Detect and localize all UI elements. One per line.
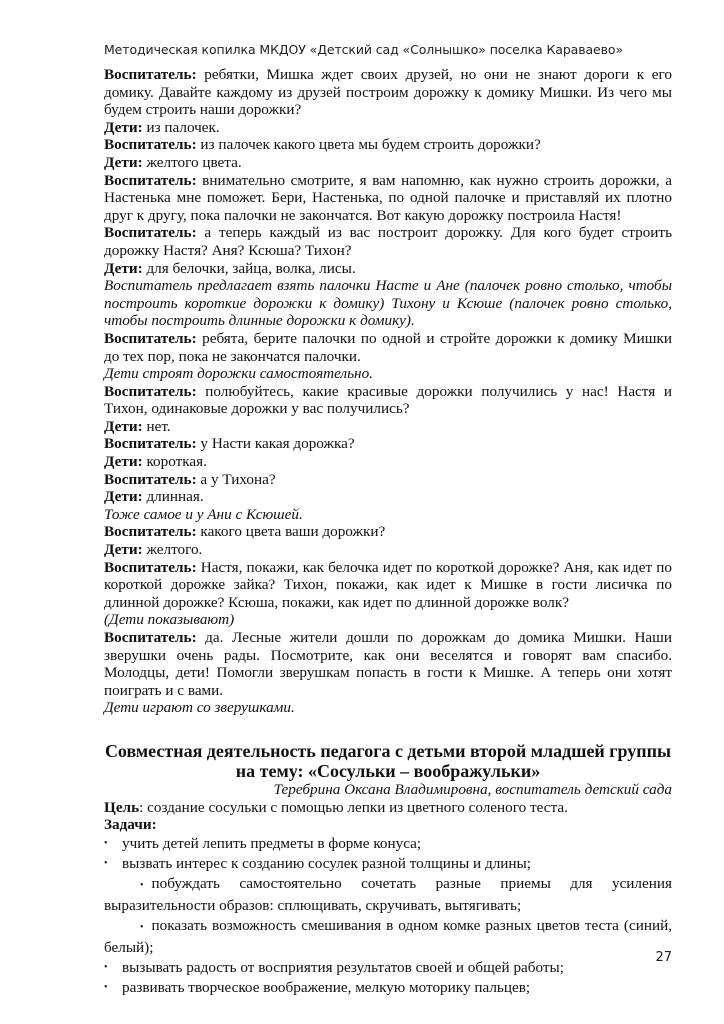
speech-text: ребятки, Мишка ждет своих друзей, но они не знают дороги к его домику. Давайте каждому из друзей построим дорожку к домику Мишки. Из чего мы будем строить наши дорожки? xyxy=(104,66,672,119)
bullet-icon: • xyxy=(104,981,108,993)
speech-text: нет. xyxy=(142,417,171,435)
speaker-label: Дети: xyxy=(104,259,143,277)
speaker-label: Воспитатель: xyxy=(104,382,197,400)
dialogue-line xyxy=(104,559,672,612)
speech-text: внимательно смотрите, я вам напомню, как нужно строить дорожки, а Настенька мне поможет. Бери, Настенька, по одной палочке и приставляй их плотно друг к другу, пока палочки не закончатся. Вот какую дорожку построила Настя! xyxy=(104,171,672,224)
document-body xyxy=(104,66,672,998)
speaker-label: Воспитатель: xyxy=(104,136,197,154)
goal-paragraph xyxy=(104,799,672,817)
speech-text: какого цвета ваши дорожки? xyxy=(196,523,386,541)
dialogue-line xyxy=(104,136,672,154)
speech-text: полюбуйтесь, какие красивые дорожки получились у нас! Настя и Тихон, одинаковые дорожки у вас получились? xyxy=(104,382,672,418)
speech-text: а теперь каждый из вас построит дорожку. Для кого будет строить дорожку Настя? Аня? Ксюша? Тихон? xyxy=(104,224,672,259)
dialogue-line xyxy=(104,383,672,418)
dialogue-line xyxy=(104,418,672,436)
task-text: побуждать самостоятельно сочетать разные приемы для усиления выразительности образов: сплющивать, скручивать, вытягивать; xyxy=(104,874,672,914)
speaker-label: Воспитатель: xyxy=(104,329,197,347)
bullet-icon: • xyxy=(140,879,144,891)
dialogue-line xyxy=(104,330,672,365)
dialogue xyxy=(104,66,672,717)
task-item xyxy=(104,958,672,978)
tasks-list xyxy=(104,834,672,998)
speech-text: желтого цвета. xyxy=(142,153,242,171)
speaker-label: Воспитатель: xyxy=(104,470,197,488)
dialogue-line xyxy=(104,172,672,225)
speaker-label: Воспитатель: xyxy=(104,224,197,242)
tasks-label: Задачи: xyxy=(104,816,157,834)
stage-direction: Дети играют со зверушками. xyxy=(104,699,295,717)
stage-direction: Воспитатель предлагает взять палочки Насте и Ане (палочек ровно столько, чтобы построить короткие дорожки к домику) Тихону и Ксюше (палочек ровно столько, чтобы построить длинные дорожки к домику). xyxy=(104,277,672,330)
section-title xyxy=(104,741,672,781)
dialogue-line xyxy=(104,523,672,541)
speaker-label: Воспитатель: xyxy=(104,435,197,453)
section-title-line1: Совместная деятельность педагога с детьми второй младшей группы xyxy=(104,740,672,761)
dialogue-line xyxy=(104,541,672,559)
goal-text: : создание сосульки с помощью лепки из цветного соленого теста. xyxy=(139,798,568,816)
speaker-label: Дети: xyxy=(104,417,143,435)
speaker-label: Дети: xyxy=(104,453,143,471)
stage-direction: Тоже самое и у Ани с Ксюшей. xyxy=(104,505,303,523)
speech-text: а у Тихона? xyxy=(196,470,276,488)
dialogue-line xyxy=(104,224,672,259)
speaker-label: Дети: xyxy=(104,488,143,506)
speaker-label: Воспитатель: xyxy=(104,66,197,83)
stage-direction: (Дети показывают) xyxy=(104,611,235,629)
page-number: 27 xyxy=(655,950,672,965)
bullet-icon: • xyxy=(104,857,108,869)
author-line: Теребрина Оксана Владимировна, воспитатель детский сада xyxy=(273,780,672,798)
task-item xyxy=(104,834,672,854)
bullet-icon: • xyxy=(104,837,108,849)
page-header: Методическая копилка МКДОУ «Детский сад «Солнышко» поселка Караваево» xyxy=(104,42,623,57)
dialogue-line xyxy=(104,629,672,699)
speaker-label: Воспитатель: xyxy=(104,523,197,541)
speaker-label: Воспитатель: xyxy=(104,629,197,646)
task-text: учить детей лепить предметы в форме конуса; xyxy=(122,834,422,852)
speaker-label: Дети: xyxy=(104,541,143,559)
speech-text: у Насти какая дорожка? xyxy=(196,435,355,453)
dialogue-line xyxy=(104,488,672,506)
dialogue-line xyxy=(104,435,672,453)
dialogue-line xyxy=(104,471,672,489)
speaker-label: Воспитатель: xyxy=(104,171,197,189)
speech-text: ребята, берите палочки по одной и стройте дорожки к домику Мишки до тех пор, пока не закончатся палочки. xyxy=(104,329,672,365)
speech-text: короткая. xyxy=(142,453,207,471)
task-item xyxy=(104,978,672,998)
tasks-heading xyxy=(104,816,672,834)
speech-text: Настя, покажи, как белочка идет по короткой дорожке? Аня, как идет по короткой дорожке зайка? Тихон, покажи, как идет к Мишке в гости лисичка по длинной дорожке? Ксюша, покажи, как идет по длинной дорожке волк? xyxy=(104,558,672,611)
dialogue-line xyxy=(104,154,672,172)
dialogue-line xyxy=(104,453,672,471)
goal-label: Цель xyxy=(104,798,140,816)
task-text: вызывать радость от восприятия результатов своей и общей работы; xyxy=(122,958,564,976)
speech-text: длинная. xyxy=(142,488,204,506)
task-text: вызвать интерес к созданию сосулек разной толщины и длины; xyxy=(122,854,531,872)
task-item xyxy=(104,874,672,916)
section-title-line2: на тему: «Сосульки – воображульки» xyxy=(235,760,541,781)
stage-direction: Дети строят дорожки самостоятельно. xyxy=(104,365,373,383)
speech-text: для белочки, зайца, волка, лисы. xyxy=(142,259,356,277)
speech-text: из палочек какого цвета мы будем строить дорожки? xyxy=(196,136,541,154)
dialogue-line xyxy=(104,66,672,119)
task-item xyxy=(104,916,672,958)
dialogue-line xyxy=(104,260,672,278)
speaker-label: Воспитатель: xyxy=(104,558,197,576)
speaker-label: Дети: xyxy=(104,118,143,136)
dialogue-line xyxy=(104,119,672,137)
speech-text: желтого. xyxy=(142,541,203,559)
bullet-icon: • xyxy=(140,921,144,933)
task-item xyxy=(104,854,672,874)
bullet-icon: • xyxy=(104,961,108,973)
speech-text: из палочек. xyxy=(142,118,220,136)
task-text: показать возможность смешивания в одном комке разных цветов теста (синий, белый); xyxy=(104,916,672,956)
task-text: развивать творческое воображение, мелкую моторику пальцев; xyxy=(122,978,531,996)
speech-text: да. Лесные жители дошли по дорожкам до домика Мишки. Наши зверушки очень рады. Посмотрите, как они веселятся и говорят вам спасибо. Молодцы, дети! Помогли зверушкам попасть в гости к Мишке. А теперь они хотят поиграть и с вами. xyxy=(104,629,672,699)
speaker-label: Дети: xyxy=(104,153,143,171)
